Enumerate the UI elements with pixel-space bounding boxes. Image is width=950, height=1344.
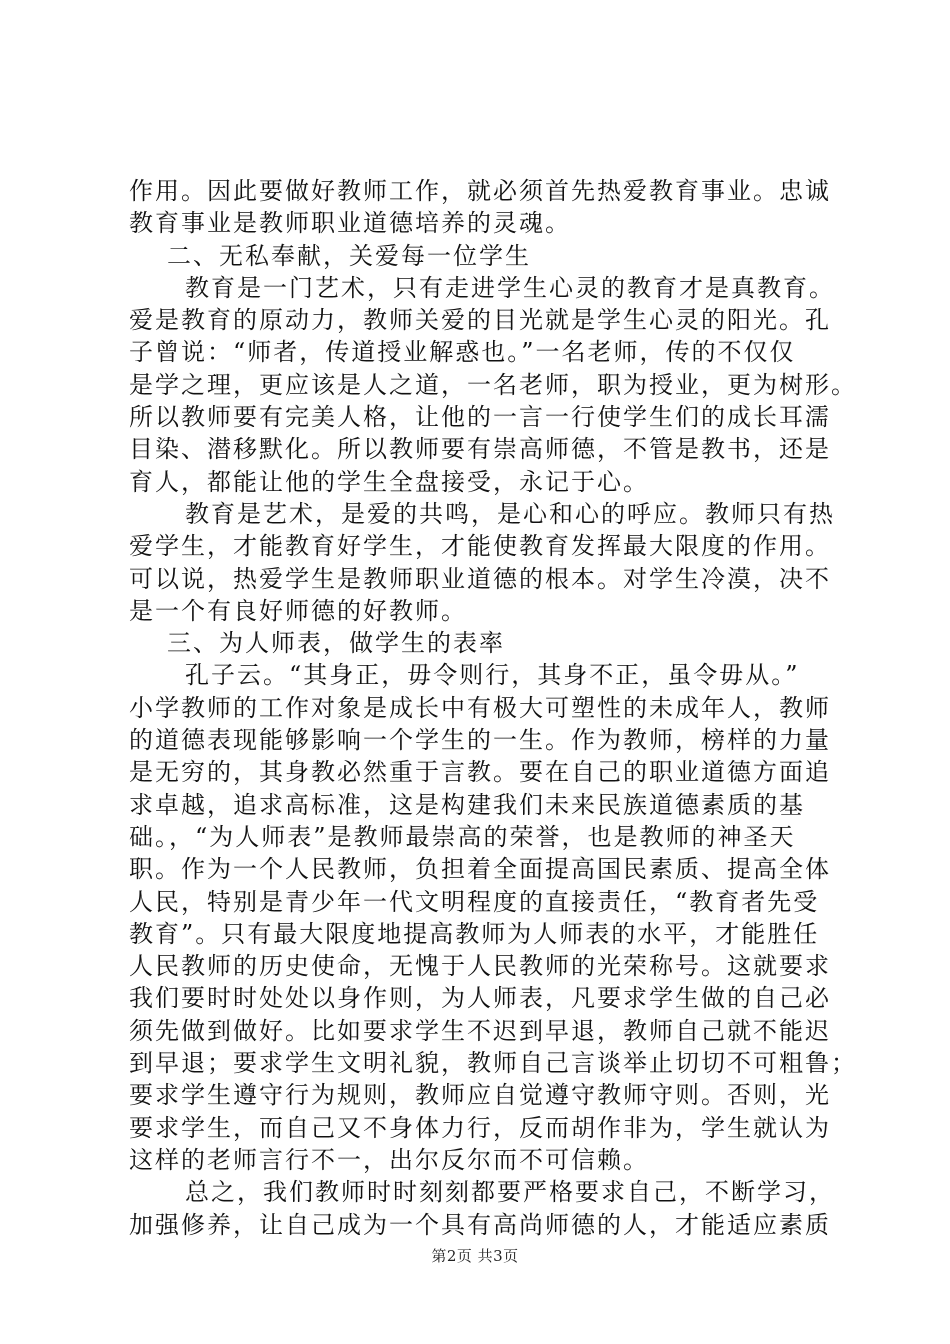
text-line: 是无穷的，其身教必然重于言教。要在自己的职业道德方面追	[129, 758, 831, 787]
text-line: 教育”。只有最大限度地提高教师为人师表的水平，才能胜任	[129, 919, 820, 948]
text-line: 目染、潜移默化。所以教师要有崇高师德，不管是教书，还是	[129, 435, 831, 464]
text-line: 小学教师的工作对象是成长中有极大可塑性的未成年人，教师	[129, 693, 831, 722]
paragraph-first-line: 总之，我们教师时时刻刻都要严格要求自己，不断学习，	[185, 1178, 835, 1207]
body-text	[129, 175, 857, 1241]
text-line: 求卓越，追求高标准，这是构建我们未来民族道德素质的基	[129, 790, 805, 819]
text-line: 是一个有良好师德的好教师。	[129, 596, 467, 625]
paragraph-first-line: 孔子云。“其身正，毋令则行，其身不正，虽令毋从。”	[185, 661, 800, 690]
text-line: 职。作为一个人民教师，负担着全面提高国民素质、提高全体	[129, 855, 831, 884]
text-line: 要求学生遵守行为规则，教师应自觉遵守教师守则。否则，光	[129, 1081, 831, 1110]
section-heading: 二、无私奉献，关爱每一位学生	[167, 241, 531, 270]
text-line: 所以教师要有完美人格，让他的一言一行使学生们的成长耳濡	[129, 403, 831, 432]
text-line: 作用。因此要做好教师工作，就必须首先热爱教育事业。忠诚	[129, 177, 831, 205]
text-line: 爱是教育的原动力，教师关爱的目光就是学生心灵的阳光。孔	[129, 306, 831, 335]
text-line: 子曾说：“师者，传道授业解惑也。”一名老师，传的不仅仅	[129, 338, 796, 367]
text-line: 加强修养，让自己成为一个具有高尚师德的人，才能适应素质	[129, 1210, 831, 1239]
section-heading: 三、为人师表，做学生的表率	[167, 629, 505, 658]
text-line: 我们要时时处处以身作则，为人师表，凡要求学生做的自己必	[129, 984, 831, 1013]
text-line: 可以说，热爱学生是教师职业道德的根本。对学生冷漠，决不	[129, 564, 831, 593]
paragraph-first-line: 教育是艺术，是爱的共鸣，是心和心的呼应。教师只有热	[185, 499, 835, 528]
text-line: 爱学生，才能教育好学生，才能使教育发挥最大限度的作用。	[129, 532, 831, 561]
text-line: 须先做到做好。比如要求学生不迟到早退，教师自己就不能迟	[129, 1016, 831, 1045]
paragraph-first-line: 教育是一门艺术，只有走进学生心灵的教育才是真教育。	[185, 273, 835, 302]
text-line: 人民教师的历史使命，无愧于人民教师的光荣称号。这就要求	[129, 952, 831, 981]
text-line: 这样的老师言行不一，出尔反尔而不可信赖。	[129, 1145, 649, 1174]
text-line: 是学之理，更应该是人之道，一名老师，职为授业，更为树形。	[129, 370, 857, 399]
text-line: 础。，“为人师表”是教师最崇高的荣誉，也是教师的神圣天	[129, 822, 796, 851]
text-line: 要求学生，而自己又不身体力行，反而胡作非为，学生就认为	[129, 1113, 831, 1142]
text-line: 到早退；要求学生文明礼貌，教师自己言谈举止切切不可粗鲁；	[129, 1049, 857, 1078]
text-line: 育人，都能让他的学生全盘接受，永记于心。	[129, 467, 649, 496]
text-line: 教育事业是教师职业道德培养的灵魂。	[129, 209, 571, 238]
text-line: 的道德表现能够影响一个学生的一生。作为教师，榜样的力量	[129, 726, 831, 755]
page-number-footer: 第2页 共3页	[431, 1247, 519, 1265]
text-line: 人民，特别是青少年一代文明程度的直接责任，“教育者先受	[129, 887, 820, 916]
